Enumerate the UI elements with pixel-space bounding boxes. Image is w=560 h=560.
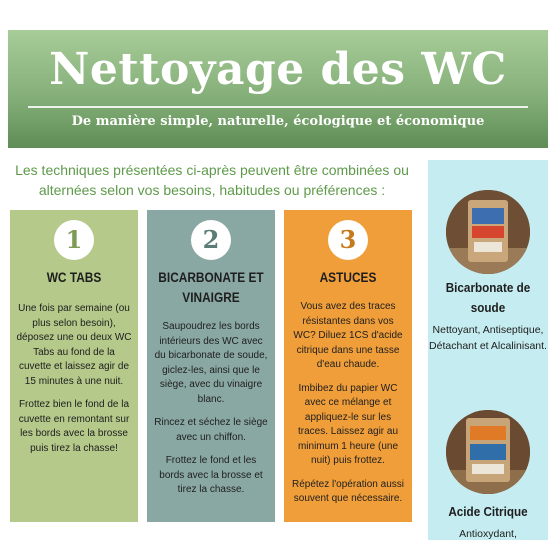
products-sidebar [428,160,548,540]
page-title: Nettoyage des WC [49,44,507,95]
product-name: Bicarbonate de soude [445,280,531,315]
intro-text: Les techniques présentées ci-après peuvent être combinées ou alternées selon vos besoins, habitudes ou préférences : [15,162,409,198]
card-body [16,302,132,465]
product-description: Nettoyant, Antiseptique, Détachant et Alcalinisant. [429,324,547,352]
header-divider [28,106,528,108]
bicarbonate-product-image [446,190,530,274]
step-number-badge: 2 [191,220,231,260]
technique-card-astuces [284,210,412,522]
card-paragraph: Rincez et séchez le siège avec un chiffon. [154,417,268,443]
step-number-badge: 1 [54,220,94,260]
product-description: Antioxydant, [459,528,517,540]
card-body [153,320,269,507]
card-paragraph: Imbibez du papier WC avec ce mélange et appliquez-le sur les traces. Laissez agir au minimum 1 heure (une nuit) puis frottez. [297,382,399,466]
card-title: BICARBONATE ET VINAIGRE [158,270,264,305]
card-paragraph: Saupoudrez les bords intérieurs des WC avec du bicarbonate de soude, giclez-les, ainsi que le siège, avec du vinaigre blanc. [154,321,268,405]
card-body [290,300,406,516]
card-paragraph: Frottez le fond et les bords avec la brosse et tirez la chasse. [159,455,263,495]
step-number-badge: 3 [328,220,368,260]
header-banner [8,30,548,148]
card-paragraph: Une fois par semaine (ou plus selon besoin), déposez une ou deux WC Tabs au fond de la cuvette et laissez agir de 15 minutes à une nuit. [16,303,132,387]
product-name: Acide Citrique [448,504,528,519]
card-title: WC TABS [46,270,102,285]
technique-card-bicarbonate-vinaigre [147,210,275,522]
card-paragraph: Frottez bien le fond de la cuvette en remontant sur les bords avec la brosse puis tirez la chasse! [18,399,130,454]
card-paragraph: Répétez l'opération aussi souvent que nécessaire. [292,478,404,504]
acide-citrique-product-image [446,410,530,494]
technique-card-wc-tabs [10,210,138,522]
card-paragraph: Vous avez des traces résistantes dans vos WC? Diluez 1CS d'acide citrique dans une tasse d'eau chaude. [293,301,403,370]
page-subtitle: De manière simple, naturelle, écologique et économique [71,114,485,129]
card-title: ASTUCES [319,270,377,285]
